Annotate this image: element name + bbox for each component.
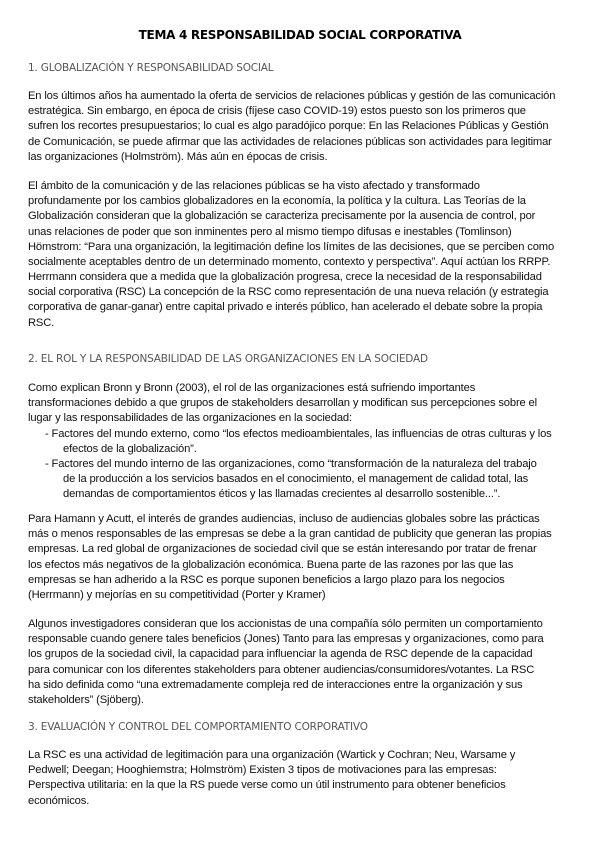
text-line: de Comunicación, se puede afirmar que las actividades de relaciones públicas son actividades para legitimar xyxy=(28,135,552,148)
text-line: empresas se han adherido a la RSC es porque suponen beneficios a largo plazo para los negocios xyxy=(28,573,505,586)
text-line: unas relaciones de poder que son inminentes pero al mismo tiempo difusas e inestables (Tomlinson) xyxy=(28,225,512,238)
text-line: profundamente por los cambios globalizadores en la economía, la política y la cultura. Las Teorías de la xyxy=(28,195,526,208)
text-line: En los últimos años ha aumentado la oferta de servicios de relaciones públicas y gestión de las comunicación xyxy=(28,90,556,102)
text-line: más o menos responsables de las empresas se debe a la gran cantidad de publicity que generan las propias xyxy=(28,528,552,541)
text-line: RSC. xyxy=(28,316,55,329)
text-line: Como explican Bronn y Bronn (2003), el rol de las organizaciones está sufriendo importantes xyxy=(28,382,476,394)
section-heading-2: 2. EL ROL Y LA RESPONSABILIDAD DE LAS ORGANIZACIONES EN LA SOCIEDAD xyxy=(28,353,428,365)
text-line: corporativa de ganar-ganar) entre capital privado e interés público, han acelerado el debate sobre la propia xyxy=(28,301,543,314)
text-line: los grupos de la sociedad civil, la capacidad para influenciar la agenda de RSC depende de la capacidad xyxy=(28,648,533,661)
paragraph xyxy=(28,179,554,270)
text-line: stakeholders” (Sjöberg). xyxy=(28,693,144,706)
section-heading-3: 3. EVALUACIÓN Y CONTROL DEL COMPORTAMIENTO CORPORATIVO xyxy=(28,721,368,733)
text-line: Para Hamann y Acutt, el interés de grandes audiencias, incluso de audiencias globales sobre las prácticas xyxy=(28,513,540,525)
text-line: El ámbito de la comunicación y de las relaciones públicas se ha visto afectado y transformado xyxy=(28,180,480,192)
text-line: para comunicar con los diferentes stakeholders para obtener audiencias/consumidores/votantes. La RSC xyxy=(28,663,535,676)
bullet-item-line: demandas de comportamientos éticos y las llamadas crecientes al desarrollo sostenible...”. xyxy=(63,488,501,501)
text-line: Herrmann considera que a medida que la globalización progresa, crece la necesidad de la responsabilidad xyxy=(28,271,542,283)
paragraph xyxy=(28,748,515,809)
text-line: los efectos más negativos de la globalización económica. Buena parte de las razones por las que las xyxy=(28,558,514,571)
text-line: responsable cuando genere tales beneficios (Jones) Tanto para las empresas y organizaciones, como para xyxy=(28,633,544,646)
bullet-item-line: - Factores del mundo externo, como “los efectos medioambientales, las influencias de otras culturas y los xyxy=(45,427,552,440)
text-line: empresas. La red global de organizaciones de sociedad civil que se están interesando por tratar de frenar xyxy=(28,543,537,556)
text-line: socialmente aceptables dentro de un determinado momento, contexto y perspectiva”. Aquí actúan los RRPP. xyxy=(28,255,551,268)
text-line: transformaciones debido a que grupos de stakeholders desarrollan y modifican sus percepciones sobre el xyxy=(28,397,537,410)
text-line: ha sido definida como “una extremadamente compleja red de interacciones entre la organización y sus xyxy=(28,678,523,691)
text-line: (Herrmann) y mejorías en su competitividad (Porter y Kramer) xyxy=(28,588,326,601)
text-line: lugar y las responsabilidades de las organizaciones en la sociedad: xyxy=(28,412,352,425)
paragraph xyxy=(28,89,555,165)
section-heading-1: 1. GLOBALIZACIÓN Y RESPONSABILIDAD SOCIAL xyxy=(28,62,274,74)
document-title: TEMA 4 RESPONSABILIDAD SOCIAL CORPORATIVA xyxy=(138,28,462,42)
text-line: La RSC es una actividad de legitimación para una organización (Wartick y Cochran; Neu, Warsame y xyxy=(28,749,516,761)
text-line: sufren los recortes presupuestarios; lo cual es algo paradójico porque: En las Relaciones Públicas y Gestión xyxy=(28,120,549,133)
paragraph xyxy=(28,617,544,708)
text-line: social corporativa (RSC) La concepción de la RSC como representación de una nueva relación (y estrategia xyxy=(28,286,549,299)
text-line: Pedwell; Deegan; Hooghiemstra; Holmström) Existen 3 tipos de motivaciones para las empresas: xyxy=(28,764,497,777)
bullet-item-line: de la producción a los servicios basados en el conocimiento, el management de calidad total, las xyxy=(63,473,529,486)
bullet-item-line: efectos de la globalización”. xyxy=(63,442,197,455)
text-line: las organizaciones (Holmström). Más aún en épocas de crisis. xyxy=(28,150,328,163)
bullet-item-line: - Factores del mundo interno de las organizaciones, como “transformación de la naturaleza del trabajo xyxy=(45,457,537,470)
paragraph xyxy=(28,270,548,331)
paragraph xyxy=(28,512,552,603)
text-line: Algunos investigadores consideran que los accionistas de una compañía sólo permiten un comportamiento xyxy=(28,618,543,630)
text-line: Globalización consideran que la globalización se caracteriza precisamente por la ausencia de control, por xyxy=(28,210,536,223)
paragraph xyxy=(28,381,552,503)
text-line: estratégica. Sin embargo, en época de crisis (fíjese caso COVID-19) estos puesto son los primeros que xyxy=(28,105,526,118)
text-line: económicos. xyxy=(28,794,90,807)
text-line: Perspectiva utilitaria: en la que la RS puede verse como un útil instrumento para obtener beneficios xyxy=(28,779,506,792)
text-line: Hömstrom: “Para una organización, la legitimación define los límites de las decisiones, que se perciben como xyxy=(28,240,555,253)
